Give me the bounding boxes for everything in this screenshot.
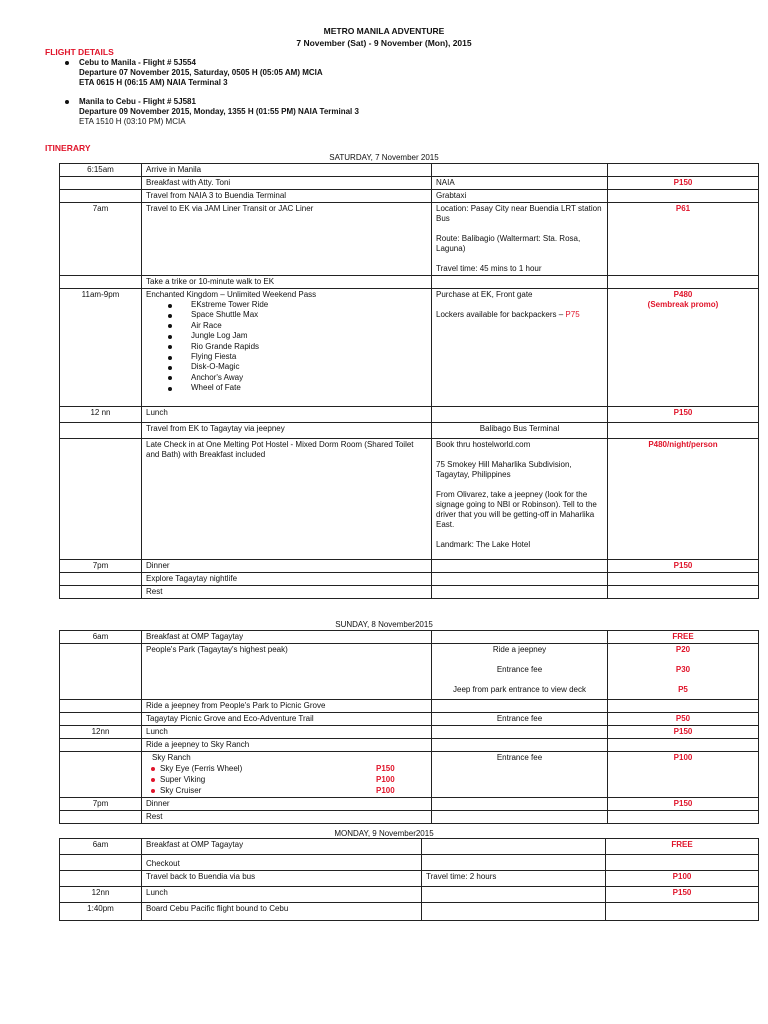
time-cell <box>60 190 142 203</box>
details-cell <box>432 164 608 177</box>
details-cell <box>432 631 608 644</box>
ride-price: P100 <box>376 786 395 795</box>
table-row <box>60 203 759 276</box>
time-cell: 7pm <box>60 560 142 573</box>
list-item: Space Shuttle Max <box>191 310 427 320</box>
time-cell <box>60 423 142 439</box>
sky-ranch-rides-list <box>146 763 427 796</box>
details-cell: Travel time: 2 hours <box>422 871 606 887</box>
ride-name: Sky Cruiser <box>160 786 202 795</box>
details-cell <box>432 739 608 752</box>
flight-eta: ETA 0615 H (06:15 AM) NAIA Terminal 3 <box>79 78 228 87</box>
time-cell <box>60 752 142 798</box>
doc-title: METRO MANILA ADVENTURE <box>323 26 445 36</box>
time-cell <box>60 700 142 713</box>
table-row <box>60 289 759 407</box>
cost-cell: P100 <box>608 752 759 798</box>
cost-cell <box>608 586 759 599</box>
time-cell <box>60 713 142 726</box>
flight-title: Cebu to Manila - Flight # 5J554 <box>79 58 196 67</box>
entrance-price: P30 <box>675 665 691 674</box>
details-cell <box>422 903 606 921</box>
activity-cell: Explore Tagaytay nightlife <box>142 573 432 586</box>
activity-cell: Lunch <box>142 887 422 903</box>
activity-cell: Lunch <box>142 407 432 423</box>
activity-cell: Breakfast at OMP Tagaytay <box>142 631 432 644</box>
time-cell <box>60 871 142 887</box>
details-cell: Entrance fee <box>432 752 608 798</box>
details-cell <box>432 798 608 811</box>
table-row <box>60 177 759 190</box>
sky-ranch-title: Sky Ranch <box>152 753 191 762</box>
flight-details-heading: FLIGHT DETAILS <box>45 47 114 57</box>
time-cell <box>60 739 142 752</box>
activity-cell: Lunch <box>142 726 432 739</box>
cost-cell <box>608 164 759 177</box>
time-cell <box>60 855 142 871</box>
cost-cell: P100 <box>606 871 759 887</box>
cost-cell <box>608 573 759 586</box>
time-cell: 6am <box>60 631 142 644</box>
details-cell: NAIA <box>432 177 608 190</box>
time-cell <box>60 573 142 586</box>
list-item: EKstreme Tower Ride <box>191 300 427 310</box>
activity-cell: Arrive in Manila <box>142 164 432 177</box>
flight-departure: Departure 07 November 2015, Saturday, 0505 H (05:05 AM) MCIA <box>79 68 323 77</box>
itinerary-heading: ITINERARY <box>45 143 91 153</box>
time-cell: 6:15am <box>60 164 142 177</box>
table-row <box>60 276 759 289</box>
list-item: Jungle Log Jam <box>191 331 427 341</box>
table-row <box>60 798 759 811</box>
flight-title: Manila to Cebu - Flight # 5J581 <box>79 97 196 106</box>
time-cell: 12nn <box>60 887 142 903</box>
table-row <box>60 752 759 798</box>
jeepney-price: P20 <box>675 645 691 654</box>
cost-cell: P150 <box>608 560 759 573</box>
activity-cell: Travel to EK via JAM Liner Transit or JAC Liner <box>142 203 432 276</box>
cost-cell <box>608 423 759 439</box>
booking-text: Book thru hostelworld.com <box>436 440 531 449</box>
table-row <box>60 407 759 423</box>
details-cell <box>432 203 608 276</box>
lockers-label: Lockers available for backpackers – <box>436 310 566 319</box>
time-cell <box>60 644 142 700</box>
table-row <box>60 573 759 586</box>
activity-cell: Checkout <box>142 855 422 871</box>
table-row <box>60 423 759 439</box>
time-cell: 11am-9pm <box>60 289 142 407</box>
table-row <box>60 560 759 573</box>
activity-cell: Take a trike or 10-minute walk to EK <box>142 276 432 289</box>
table-row <box>60 439 759 560</box>
activity-cell: Breakfast with Atty. Toni <box>142 177 432 190</box>
time-cell <box>60 276 142 289</box>
lockers-text <box>436 310 603 320</box>
ride-name: Sky Eye (Ferris Wheel) <box>160 764 243 773</box>
flight-departure: Departure 09 November 2015, Monday, 1355 H (01:55 PM) NAIA Terminal 3 <box>79 107 359 116</box>
view-deck-price: P5 <box>678 685 688 694</box>
activity-cell: Dinner <box>142 560 432 573</box>
time-cell <box>60 586 142 599</box>
activity-cell: Ride a jeepney from People's Park to Picnic Grove <box>142 700 432 713</box>
cost-cell <box>608 700 759 713</box>
cost-cell <box>608 276 759 289</box>
route-text: Route: Balibagio (Waltermart: Sta. Rosa, Laguna) <box>436 234 581 253</box>
ek-price-note: (Sembreak promo) <box>647 300 719 309</box>
ride-name: Super Viking <box>160 775 206 784</box>
cost-cell <box>608 811 759 824</box>
flight-item <box>65 58 359 88</box>
address-text: 75 Smokey Hill Maharlika Subdivision, Tagaytay, Philippines <box>436 460 572 479</box>
cost-cell <box>608 644 759 700</box>
list-item: Air Race <box>191 321 427 331</box>
cost-cell: P50 <box>608 713 759 726</box>
list-item: Wheel of Fate <box>191 383 427 393</box>
time-cell: 6am <box>60 839 142 855</box>
list-item: Flying Fiesta <box>191 352 427 362</box>
list-item <box>160 774 427 785</box>
ride-price: P150 <box>376 764 395 773</box>
cost-cell <box>606 903 759 921</box>
details-cell <box>432 573 608 586</box>
activity-cell: Late Check in at One Melting Pot Hostel - Mixed Dorm Room (Shared Toilet and Bath) with Breakfast included <box>142 439 432 560</box>
ride-price: P100 <box>376 775 395 784</box>
cost-cell: P61 <box>608 203 759 276</box>
activity-cell: Dinner <box>142 798 432 811</box>
details-cell <box>432 276 608 289</box>
details-cell <box>432 700 608 713</box>
time-cell: 12nn <box>60 726 142 739</box>
time-cell <box>60 811 142 824</box>
cost-cell: P480/night/person <box>608 439 759 560</box>
table-row <box>60 644 759 700</box>
jeepney-text: Ride a jeepney <box>492 645 547 654</box>
monday-table <box>59 838 759 921</box>
details-cell <box>422 887 606 903</box>
ek-rides-list <box>146 300 427 394</box>
flight-eta: ETA 1510 H (03:10 PM) MCIA <box>79 117 186 126</box>
list-item: Rio Grande Rapids <box>191 342 427 352</box>
activity-cell <box>142 752 432 798</box>
table-row <box>60 811 759 824</box>
table-row <box>60 726 759 739</box>
time-cell <box>60 177 142 190</box>
activity-cell <box>142 289 432 407</box>
purchase-text: Purchase at EK, Front gate <box>436 290 533 299</box>
ek-price: P480 <box>673 290 693 299</box>
cost-cell: P150 <box>608 177 759 190</box>
cost-cell: P150 <box>608 726 759 739</box>
list-item: Anchor's Away <box>191 373 427 383</box>
time-cell: 1:40pm <box>60 903 142 921</box>
time-cell: 12 nn <box>60 407 142 423</box>
monday-title: MONDAY, 9 November2015 <box>334 829 434 838</box>
details-cell <box>432 644 608 700</box>
cost-cell <box>608 190 759 203</box>
ek-pass-title: Enchanted Kingdom – Unlimited Weekend Pass <box>146 290 317 299</box>
directions-text: From Olivarez, take a jeepney (look for the signage going to NBI or Robinson). Tell to the driver that you will be getting-off in Maharlika East. <box>436 490 597 529</box>
sunday-title: SUNDAY, 8 November2015 <box>335 620 433 629</box>
details-cell <box>422 839 606 855</box>
landmark-text: Landmark: The Lake Hotel <box>436 540 531 549</box>
lockers-price: P75 <box>565 310 580 319</box>
flight-item <box>65 97 359 127</box>
activity-cell: Travel back to Buendia via bus <box>142 871 422 887</box>
time-cell: 7am <box>60 203 142 276</box>
list-item <box>160 785 427 796</box>
table-row <box>60 839 759 855</box>
details-cell <box>432 811 608 824</box>
cost-cell: FREE <box>606 839 759 855</box>
activity-cell: Rest <box>142 811 432 824</box>
activity-cell: Travel from NAIA 3 to Buendia Terminal <box>142 190 432 203</box>
view-deck-text: Jeep from park entrance to view deck <box>453 685 586 694</box>
details-cell <box>432 289 608 407</box>
cost-cell: P150 <box>608 798 759 811</box>
table-row <box>60 190 759 203</box>
activity-cell: People's Park (Tagaytay's highest peak) <box>142 644 432 700</box>
details-cell <box>422 855 606 871</box>
table-row <box>60 700 759 713</box>
table-row <box>60 871 759 887</box>
travel-time-text: Travel time: 45 mins to 1 hour <box>436 264 542 273</box>
time-cell <box>60 439 142 560</box>
cost-cell <box>606 855 759 871</box>
time-cell: 7pm <box>60 798 142 811</box>
table-row <box>60 739 759 752</box>
table-row <box>60 855 759 871</box>
details-cell <box>432 560 608 573</box>
location-text: Location: Pasay City near Buendia LRT station Bus <box>436 204 602 223</box>
activity-cell: Board Cebu Pacific flight bound to Cebu <box>142 903 422 921</box>
list-item: Disk-O-Magic <box>191 362 427 372</box>
cost-cell <box>608 289 759 407</box>
list-item <box>160 763 427 774</box>
activity-cell: Ride a jeepney to Sky Ranch <box>142 739 432 752</box>
cost-cell: P150 <box>608 407 759 423</box>
sunday-table <box>59 630 759 824</box>
doc-dates: 7 November (Sat) - 9 November (Mon), 2015 <box>296 38 472 48</box>
saturday-table <box>59 163 759 599</box>
details-cell: Grabtaxi <box>432 190 608 203</box>
cost-cell <box>608 739 759 752</box>
saturday-title: SATURDAY, 7 November 2015 <box>329 153 439 162</box>
details-cell <box>432 439 608 560</box>
details-cell <box>432 586 608 599</box>
entrance-fee-text: Entrance fee <box>496 665 543 674</box>
details-cell: Balibago Bus Terminal <box>432 423 608 439</box>
table-row <box>60 713 759 726</box>
activity-cell: Breakfast at OMP Tagaytay <box>142 839 422 855</box>
activity-cell: Tagaytay Picnic Grove and Eco-Adventure Trail <box>142 713 432 726</box>
table-row <box>60 164 759 177</box>
activity-cell: Travel from EK to Tagaytay via jeepney <box>142 423 432 439</box>
activity-cell: Rest <box>142 586 432 599</box>
details-cell <box>432 726 608 739</box>
details-cell: Entrance fee <box>432 713 608 726</box>
flight-list <box>65 58 359 136</box>
table-row <box>60 903 759 921</box>
table-row <box>60 631 759 644</box>
table-row <box>60 586 759 599</box>
details-cell <box>432 407 608 423</box>
table-row <box>60 887 759 903</box>
cost-cell: P150 <box>606 887 759 903</box>
cost-cell: FREE <box>608 631 759 644</box>
